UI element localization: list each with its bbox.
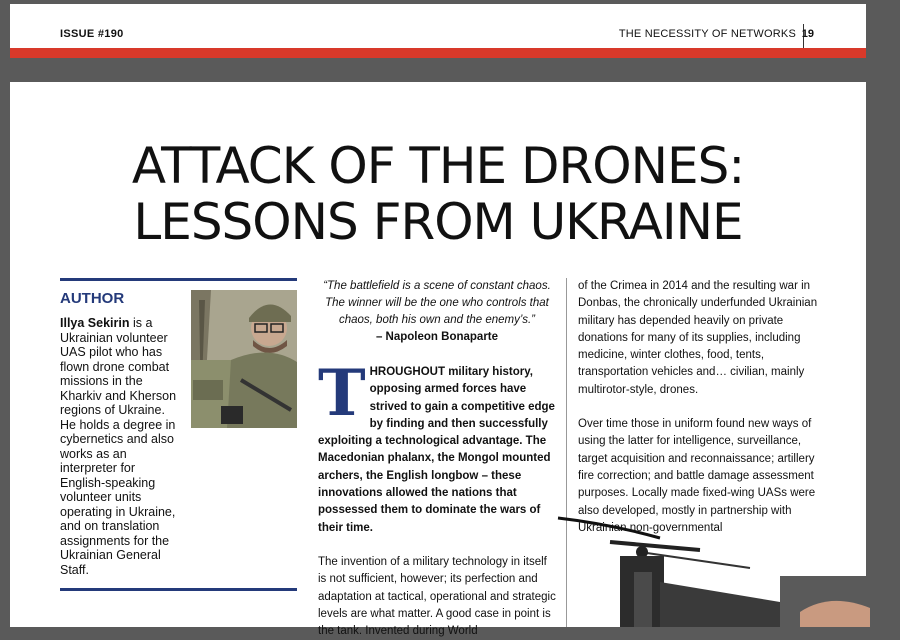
right-paragraph-1: of the Crimea in 2014 and the resulting war in Donbas, the chronically underfunded Ukrainian military has depended heavily on private donations for many of its supplies, including medicine, winter clothes, food, tents, transportation vehicles and… civilian, mainly multirotor-style, drones. (578, 280, 818, 396)
author-photo-illustration (191, 290, 297, 428)
author-box (60, 278, 297, 577)
title-line-2: LESSONS FROM UKRAINE (133, 193, 743, 251)
author-bio-text: is a Ukrainian volunteer UAS pilot who has flown drone combat missions in the Kharkiv and Kherson regions of Ukraine. He holds a degree in cybernetics and also works as an interpreter for English-speaking volunteer units operating in Ukraine, and on translation assignments for the Ukrainian General Staff. (60, 316, 177, 577)
middle-column (318, 278, 556, 640)
running-title: THE NECESSITY OF NETWORKS (618, 28, 796, 40)
issue-number: ISSUE #190 (60, 28, 124, 40)
lead-paragraph (318, 356, 556, 537)
body-paragraph-2: The invention of a military technology in itself is not sufficient, however; its perfection and adaptation at tactical, operational and strategic levels are what matter. A good case in point is the tank. Invented during World (318, 555, 556, 638)
right-paragraph-2: Over time those in uniform found new ways of using the latter for intelligence, surveillance, target acquisition and reconnaissance; artillery fire correction; and battle damage assessment purposes. Locally made fixed-wing UASs were also developed, mostly in partnership with Ukrainian non-governmental (578, 418, 816, 534)
epigraph-attribution: – Napoleon Bonaparte (375, 331, 499, 343)
header-red-band (10, 48, 866, 58)
article-page (10, 82, 866, 638)
lead-text: HROUGHOUT military history, opposing armed forces have strived to gain a competitive edge by finding and then successfully exploiting a technological advantage. The Macedonian phalanx, the Mongol mounted archers, the English longbow – these innovations allowed the nations that possessed them to dominate the wars of their time. (318, 366, 555, 534)
author-bottom-rule (60, 588, 297, 591)
article-title (10, 138, 866, 250)
author-name: Illya Sekirin (60, 316, 130, 330)
right-column (578, 278, 818, 537)
drone-photo (550, 512, 870, 627)
drop-cap: T (318, 356, 366, 431)
author-photo (191, 290, 297, 428)
title-line-1: ATTACK OF THE DRONES: (131, 137, 745, 195)
author-heading: AUTHOR (60, 290, 125, 307)
page-number: 19 (801, 28, 814, 40)
epigraph-quote: “The battlefield is a scene of constant chaos. The winner will be the one who controls that chaos, both his own and the enemy’s.” (323, 280, 551, 326)
author-bio (60, 316, 180, 577)
author-top-rule (60, 278, 297, 281)
previous-page-header (10, 4, 866, 58)
